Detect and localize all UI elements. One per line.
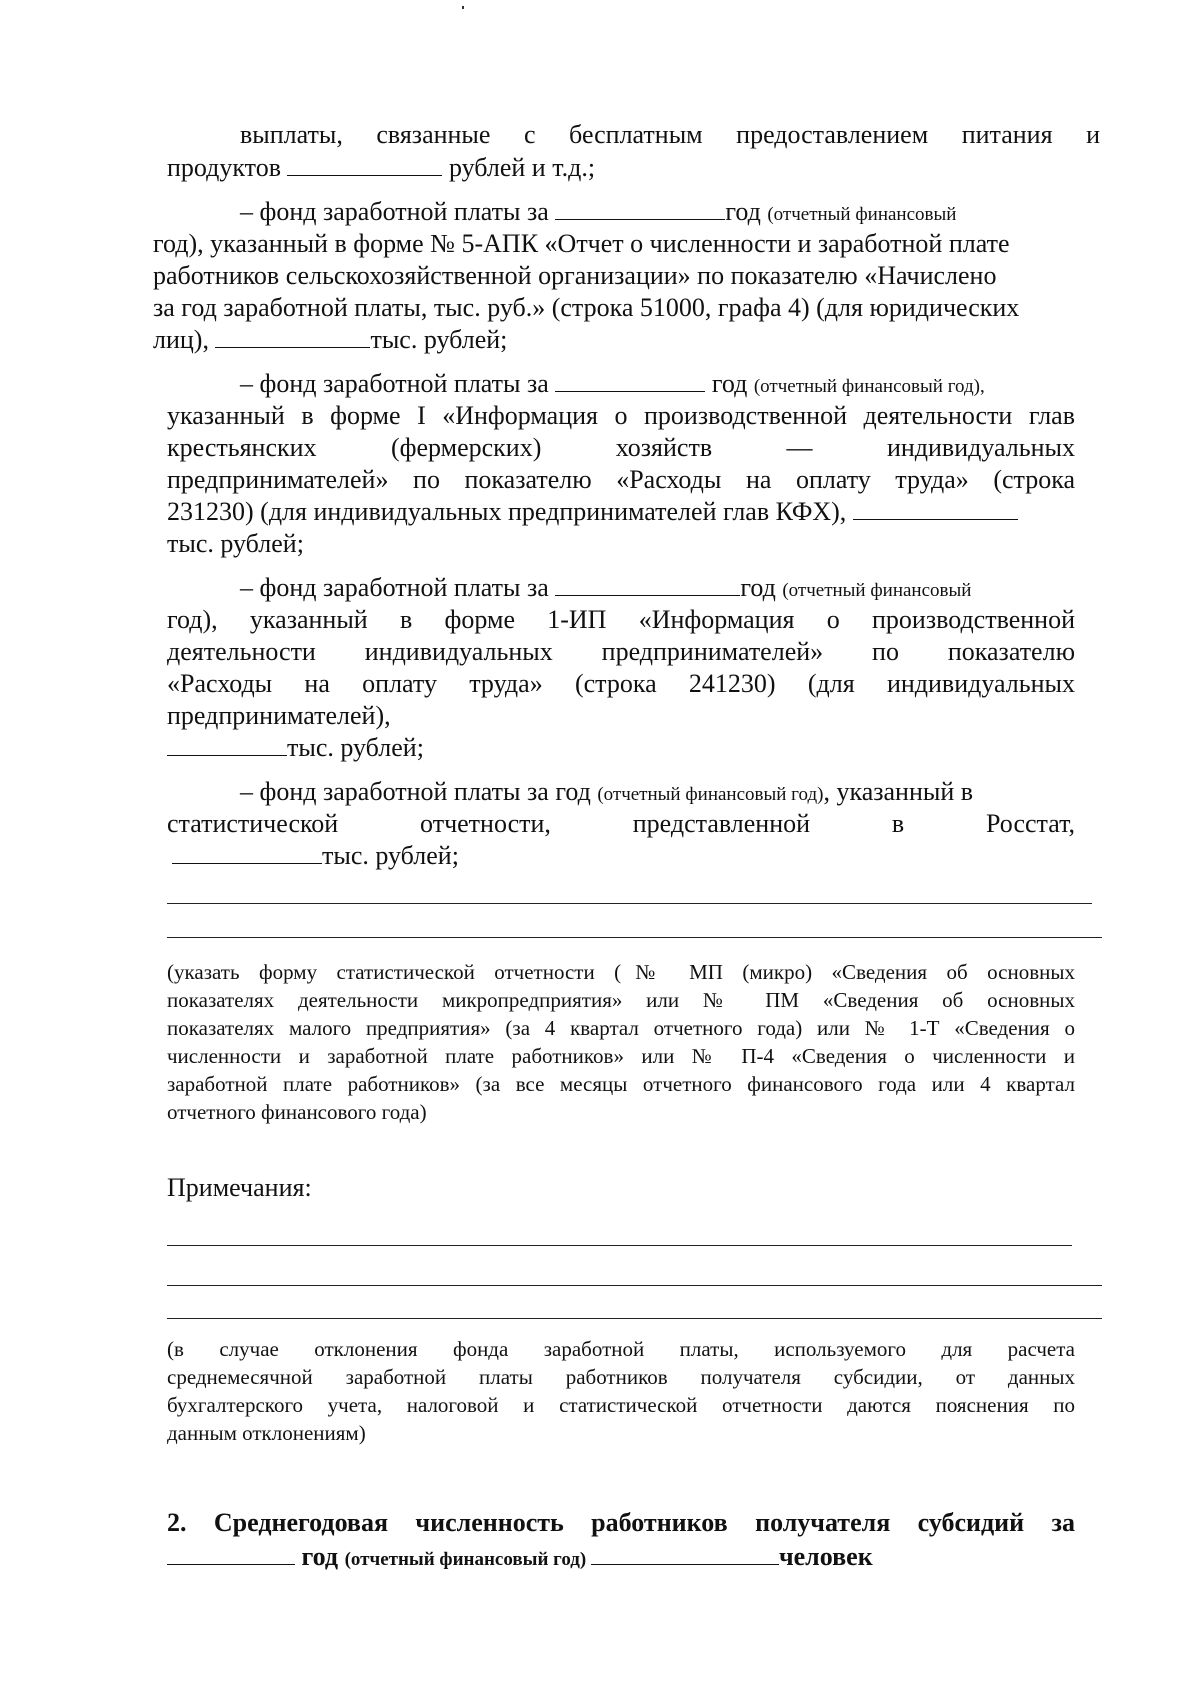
text-line: – фонд заработной платы за год (отчетный финансовый год), указанный в <box>240 777 974 806</box>
blank-line[interactable] <box>167 1245 1072 1246</box>
text-line: работников сельскохозяйственной организации» по показателю «Начислено <box>153 261 997 290</box>
footnote-line: показателях деятельности микропредприятия» или № ПМ «Сведения об основных <box>167 988 1075 1012</box>
text-line: предпринимателей), <box>167 701 391 730</box>
footnote-line: заработной плате работников» (за все месяцы отчетного финансового года или 4 квартал <box>167 1072 1075 1096</box>
text-line: – фонд заработной платы за год (отчетный финансовый <box>240 573 972 602</box>
text-line: год), указанный в форме 1-ИП «Информация о производственной <box>167 605 1075 634</box>
text-line: – фонд заработной платы за год (отчетный финансовый год), <box>240 369 985 398</box>
blank-field[interactable] <box>215 327 370 348</box>
section-heading-line: год (отчетный финансовый год) человек <box>167 1542 873 1575</box>
blank-field[interactable] <box>555 575 740 596</box>
text-line: указанный в форме I «Информация о производственной деятельности глав <box>167 401 1075 430</box>
text-line: лиц), тыс. рублей; <box>153 325 508 354</box>
text-line: крестьянских (фермерских) хозяйств — индивидуальных <box>167 433 1075 462</box>
footnote-line: численности и заработной плате работников» или № П-4 «Сведения о численности и <box>167 1044 1075 1068</box>
footnote-line: отчетного финансового года) <box>167 1100 427 1124</box>
footnote-line: (в случае отклонения фонда заработной платы, используемого для расчета <box>167 1337 1075 1361</box>
blank-line[interactable] <box>167 1318 1102 1319</box>
text-line: предпринимателей» по показателю «Расходы на оплату труда» (строка <box>167 465 1075 494</box>
footnote-line: данным отклонениям) <box>167 1421 366 1445</box>
blank-field[interactable] <box>555 199 725 220</box>
text-line: тыс. рублей; <box>167 529 304 558</box>
section-heading: 2. Среднегодовая численность работников получателя субсидий за <box>167 1508 1075 1537</box>
scan-speck <box>462 6 464 9</box>
blank-field[interactable] <box>591 1544 779 1565</box>
text-line: – фонд заработной платы за год (отчетный финансовый <box>240 197 957 226</box>
text-line: «Расходы на оплату труда» (строка 241230) (для индивидуальных <box>167 669 1075 698</box>
text-line: тыс. рублей; <box>172 841 459 871</box>
footnote-line: (указать форму статистической отчетности (№ МП (микро) «Сведения об основных <box>167 960 1075 984</box>
blank-field[interactable] <box>555 371 705 392</box>
text-line: статистической отчетности, представленной в Росстат, <box>167 809 1075 838</box>
blank-line[interactable] <box>167 937 1102 938</box>
footnote-line: среднемесячной заработной платы работников получателя субсидии, от данных <box>167 1365 1075 1389</box>
blank-field[interactable] <box>167 1544 295 1565</box>
blank-field[interactable] <box>172 843 322 864</box>
blank-field[interactable] <box>287 155 442 176</box>
footnote-line: бухгалтерского учета, налоговой и статистической отчетности даются пояснения по <box>167 1393 1075 1417</box>
blank-line[interactable] <box>167 903 1092 904</box>
text-line: продуктов рублей и т.д.; <box>167 153 596 182</box>
blank-field[interactable] <box>167 735 287 756</box>
text-line: 231230) (для индивидуальных предпринимателей глав КФХ), <box>167 497 1018 527</box>
blank-field[interactable] <box>853 499 1018 520</box>
text-line: год), указанный в форме № 5-АПК «Отчет о численности и заработной плате <box>153 229 1010 258</box>
notes-label: Примечания: <box>167 1173 312 1202</box>
text-line: деятельности индивидуальных предпринимателей» по показателю <box>167 637 1075 666</box>
footnote-line: показателях малого предприятия» (за 4 квартал отчетного года) или № 1-Т «Сведения о <box>167 1016 1075 1040</box>
blank-line[interactable] <box>167 1285 1102 1286</box>
text-line: выплаты, связанные с бесплатным предоставлением питания и <box>240 120 1100 149</box>
text-line: за год заработной платы, тыс. руб.» (строка 51000, графа 4) (для юридических <box>153 293 1020 322</box>
text-line: тыс. рублей; <box>167 733 424 763</box>
